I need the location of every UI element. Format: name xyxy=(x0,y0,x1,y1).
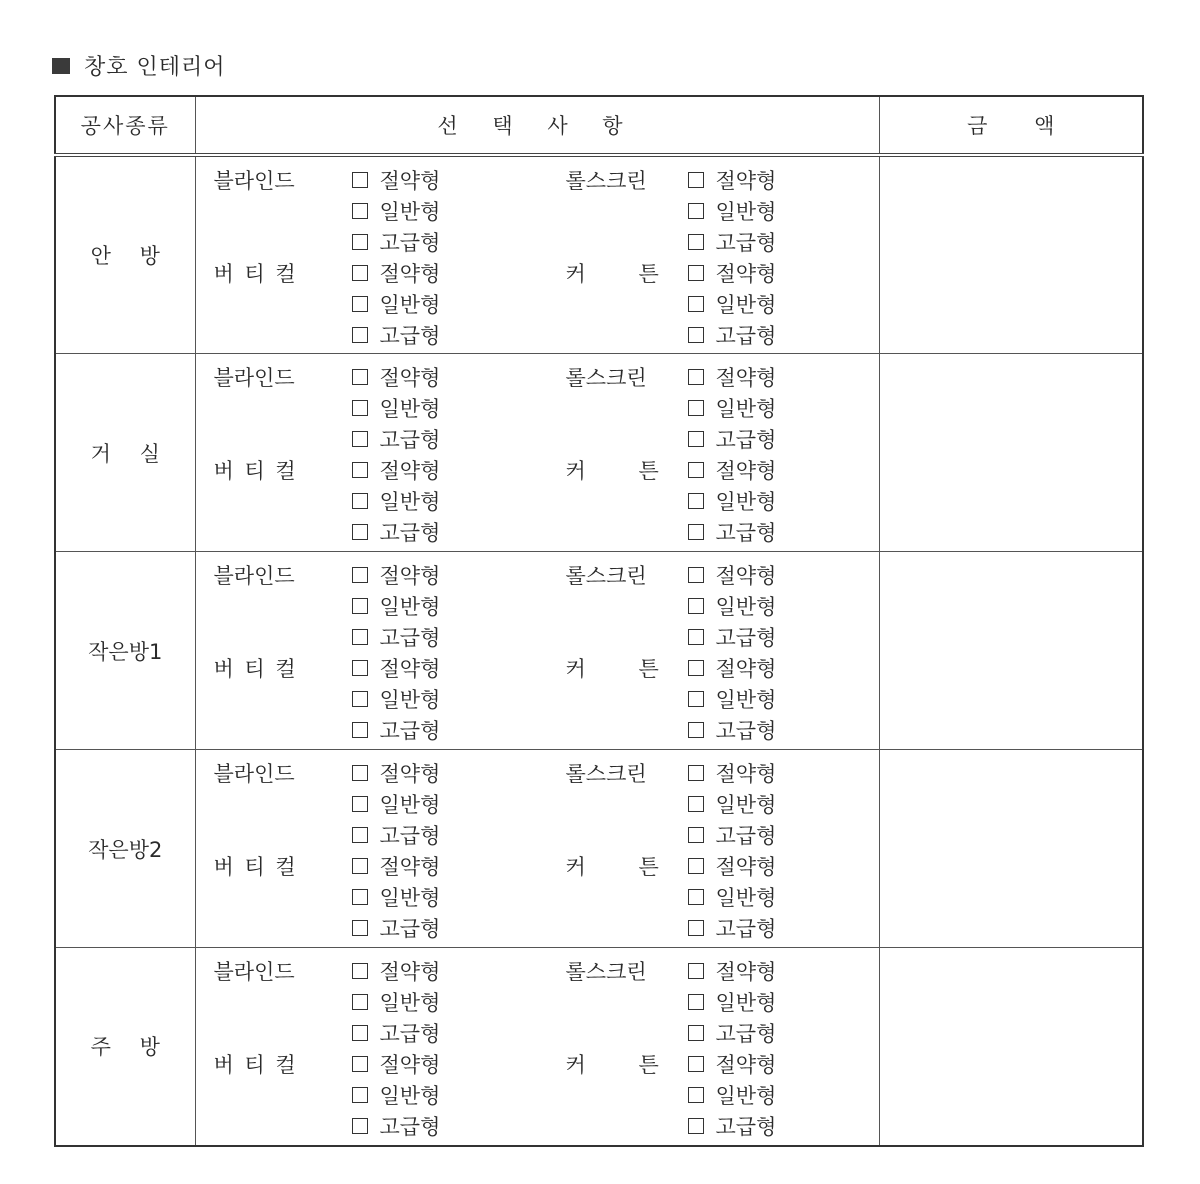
curtain-label: 커 튼 xyxy=(565,1053,659,1077)
option-label: 절약형 xyxy=(715,960,777,984)
curtain-option[interactable] xyxy=(688,851,777,881)
interior-form-table xyxy=(54,95,1144,1147)
room-name-cell xyxy=(55,750,195,948)
checkbox[interactable] xyxy=(352,598,368,614)
room-row xyxy=(55,155,1143,354)
option-label: 고급형 xyxy=(379,428,441,452)
option-label: 절약형 xyxy=(715,657,777,681)
blind-label: 블라인드 xyxy=(213,564,295,588)
checkbox[interactable] xyxy=(688,827,704,843)
option-label: 일반형 xyxy=(379,886,441,910)
vertical-option[interactable] xyxy=(352,1111,441,1141)
blind-option[interactable] xyxy=(352,362,441,392)
vertical-label: 버 티 컬 xyxy=(213,459,298,483)
option-label: 고급형 xyxy=(715,626,777,650)
checkbox[interactable] xyxy=(688,203,704,219)
checkbox[interactable] xyxy=(352,296,368,312)
room-row xyxy=(55,750,1143,948)
option-label: 일반형 xyxy=(715,688,777,712)
checkbox[interactable] xyxy=(352,203,368,219)
rollscreen-option[interactable] xyxy=(688,622,777,652)
checkbox[interactable] xyxy=(352,1025,368,1041)
option-label: 절약형 xyxy=(715,1053,777,1077)
option-label: 일반형 xyxy=(379,991,441,1015)
checkbox[interactable] xyxy=(688,994,704,1010)
option-label: 고급형 xyxy=(379,917,441,941)
checkbox[interactable] xyxy=(352,827,368,843)
curtain-option[interactable] xyxy=(688,1111,777,1141)
checkbox[interactable] xyxy=(352,963,368,979)
curtain-option[interactable] xyxy=(688,486,777,516)
header-options: 선 택 사 항 xyxy=(195,96,879,155)
curtain-option[interactable] xyxy=(688,517,777,547)
checkbox[interactable] xyxy=(352,567,368,583)
checkbox[interactable] xyxy=(688,369,704,385)
checkbox[interactable] xyxy=(352,629,368,645)
option-label: 절약형 xyxy=(379,762,441,786)
option-label: 고급형 xyxy=(715,1115,777,1139)
curtain-label: 커 튼 xyxy=(565,459,659,483)
curtain-option[interactable] xyxy=(688,289,777,319)
checkbox[interactable] xyxy=(688,1087,704,1103)
rollscreen-option[interactable] xyxy=(688,1018,777,1048)
checkbox[interactable] xyxy=(688,629,704,645)
checkbox[interactable] xyxy=(352,994,368,1010)
vertical-label: 버 티 컬 xyxy=(213,1053,298,1077)
vertical-label: 버 티 컬 xyxy=(213,855,298,879)
checkbox[interactable] xyxy=(688,598,704,614)
curtain-option[interactable] xyxy=(688,258,777,288)
checkbox[interactable] xyxy=(688,963,704,979)
room-name-cell xyxy=(55,552,195,750)
curtain-label: 커 튼 xyxy=(565,657,659,681)
option-label: 절약형 xyxy=(715,262,777,286)
option-label: 일반형 xyxy=(715,200,777,224)
option-label: 절약형 xyxy=(715,564,777,588)
curtain-option[interactable] xyxy=(688,882,777,912)
checkbox[interactable] xyxy=(352,369,368,385)
rollscreen-option[interactable] xyxy=(688,165,777,195)
rollscreen-label: 롤스크린 xyxy=(565,564,647,588)
room-name: 거 실 xyxy=(90,441,160,466)
checkbox[interactable] xyxy=(352,920,368,936)
checkbox[interactable] xyxy=(352,493,368,509)
blind-option[interactable] xyxy=(352,393,441,423)
checkbox[interactable] xyxy=(688,691,704,707)
rollscreen-option[interactable] xyxy=(688,591,777,621)
curtain-option[interactable] xyxy=(688,320,777,350)
option-label: 일반형 xyxy=(379,688,441,712)
option-label: 고급형 xyxy=(379,521,441,545)
option-label: 고급형 xyxy=(715,719,777,743)
blind-label: 블라인드 xyxy=(213,366,295,390)
blind-option[interactable] xyxy=(352,196,441,226)
checkbox[interactable] xyxy=(688,462,704,478)
checkbox[interactable] xyxy=(688,234,704,250)
option-label: 일반형 xyxy=(715,1084,777,1108)
square-bullet-icon xyxy=(52,58,70,74)
blind-label: 블라인드 xyxy=(213,960,295,984)
checkbox[interactable] xyxy=(688,400,704,416)
options-area xyxy=(196,948,879,1144)
curtain-option[interactable] xyxy=(688,715,777,745)
curtain-option[interactable] xyxy=(688,653,777,683)
vertical-option[interactable] xyxy=(352,1080,441,1110)
checkbox[interactable] xyxy=(688,1056,704,1072)
checkbox[interactable] xyxy=(688,493,704,509)
option-label: 절약형 xyxy=(379,960,441,984)
vertical-option[interactable] xyxy=(352,684,441,714)
checkbox[interactable] xyxy=(688,889,704,905)
curtain-option[interactable] xyxy=(688,455,777,485)
option-label: 일반형 xyxy=(715,293,777,317)
option-label: 고급형 xyxy=(379,1022,441,1046)
option-label: 절약형 xyxy=(715,855,777,879)
room-row xyxy=(55,354,1143,552)
blind-option[interactable] xyxy=(352,758,441,788)
vertical-option[interactable] xyxy=(352,455,441,485)
options-cell xyxy=(195,750,879,948)
curtain-option[interactable] xyxy=(688,684,777,714)
options-cell xyxy=(195,354,879,552)
option-label: 일반형 xyxy=(715,490,777,514)
rollscreen-option[interactable] xyxy=(688,227,777,257)
checkbox[interactable] xyxy=(352,660,368,676)
checkbox[interactable] xyxy=(688,796,704,812)
checkbox[interactable] xyxy=(352,1087,368,1103)
rollscreen-label: 롤스크린 xyxy=(565,366,647,390)
checkbox[interactable] xyxy=(688,431,704,447)
checkbox[interactable] xyxy=(688,296,704,312)
table-header-row xyxy=(55,96,1143,155)
vertical-option[interactable] xyxy=(352,258,441,288)
curtain-label: 커 튼 xyxy=(565,262,659,286)
rollscreen-option[interactable] xyxy=(688,424,777,454)
option-label: 고급형 xyxy=(715,824,777,848)
option-label: 일반형 xyxy=(379,490,441,514)
checkbox[interactable] xyxy=(352,524,368,540)
rollscreen-option[interactable] xyxy=(688,362,777,392)
option-label: 절약형 xyxy=(379,169,441,193)
rollscreen-option[interactable] xyxy=(688,789,777,819)
blind-label: 블라인드 xyxy=(213,169,295,193)
option-label: 고급형 xyxy=(379,324,441,348)
room-name-cell xyxy=(55,948,195,1146)
rollscreen-label: 롤스크린 xyxy=(565,169,647,193)
rollscreen-option[interactable] xyxy=(688,560,777,590)
checkbox[interactable] xyxy=(352,1118,368,1134)
option-label: 절약형 xyxy=(379,564,441,588)
checkbox[interactable] xyxy=(352,765,368,781)
amount-cell[interactable] xyxy=(879,948,1143,1146)
amount-cell[interactable] xyxy=(879,155,1143,354)
blind-option[interactable] xyxy=(352,820,441,850)
rollscreen-option[interactable] xyxy=(688,393,777,423)
option-label: 고급형 xyxy=(379,231,441,255)
option-label: 절약형 xyxy=(715,366,777,390)
option-label: 고급형 xyxy=(715,1022,777,1046)
rollscreen-option[interactable] xyxy=(688,758,777,788)
checkbox[interactable] xyxy=(688,1118,704,1134)
checkbox[interactable] xyxy=(352,1056,368,1072)
curtain-option[interactable] xyxy=(688,913,777,943)
checkbox[interactable] xyxy=(352,400,368,416)
checkbox[interactable] xyxy=(688,765,704,781)
room-name: 작은방1 xyxy=(88,639,163,664)
room-row xyxy=(55,948,1143,1146)
rollscreen-option[interactable] xyxy=(688,956,777,986)
options-area xyxy=(196,552,879,748)
checkbox[interactable] xyxy=(688,1025,704,1041)
option-label: 일반형 xyxy=(715,595,777,619)
option-label: 고급형 xyxy=(715,428,777,452)
checkbox[interactable] xyxy=(688,722,704,738)
checkbox[interactable] xyxy=(352,172,368,188)
blind-option[interactable] xyxy=(352,424,441,454)
amount-cell[interactable] xyxy=(879,552,1143,750)
options-area xyxy=(196,750,879,946)
curtain-option[interactable] xyxy=(688,1080,777,1110)
option-label: 일반형 xyxy=(379,793,441,817)
option-label: 일반형 xyxy=(715,886,777,910)
rollscreen-option[interactable] xyxy=(688,820,777,850)
header-kind: 공사종류 xyxy=(55,96,195,155)
checkbox[interactable] xyxy=(688,920,704,936)
checkbox[interactable] xyxy=(352,265,368,281)
option-label: 고급형 xyxy=(379,1115,441,1139)
checkbox[interactable] xyxy=(352,796,368,812)
option-label: 고급형 xyxy=(715,917,777,941)
blind-option[interactable] xyxy=(352,560,441,590)
option-label: 절약형 xyxy=(715,459,777,483)
blind-label: 블라인드 xyxy=(213,762,295,786)
vertical-option[interactable] xyxy=(352,913,441,943)
checkbox[interactable] xyxy=(688,567,704,583)
blind-option[interactable] xyxy=(352,1018,441,1048)
option-label: 절약형 xyxy=(379,657,441,681)
room-name: 안 방 xyxy=(90,244,160,268)
section-title-text: 창호 인테리어 xyxy=(84,55,226,80)
option-label: 일반형 xyxy=(379,200,441,224)
option-label: 절약형 xyxy=(715,169,777,193)
option-label: 절약형 xyxy=(379,262,441,286)
option-label: 고급형 xyxy=(715,521,777,545)
room-name: 주 방 xyxy=(90,1035,160,1060)
room-name: 작은방2 xyxy=(88,837,163,862)
checkbox[interactable] xyxy=(688,660,704,676)
option-label: 고급형 xyxy=(379,719,441,743)
vertical-option[interactable] xyxy=(352,320,441,350)
options-area xyxy=(196,157,879,353)
vertical-option[interactable] xyxy=(352,486,441,516)
rollscreen-label: 롤스크린 xyxy=(565,960,647,984)
checkbox[interactable] xyxy=(688,524,704,540)
checkbox[interactable] xyxy=(352,691,368,707)
curtain-option[interactable] xyxy=(688,1049,777,1079)
option-label: 고급형 xyxy=(715,324,777,348)
vertical-option[interactable] xyxy=(352,882,441,912)
checkbox[interactable] xyxy=(352,234,368,250)
amount-cell[interactable] xyxy=(879,750,1143,948)
option-label: 절약형 xyxy=(379,855,441,879)
options-area xyxy=(196,354,879,550)
options-cell xyxy=(195,155,879,354)
room-name-cell xyxy=(55,354,195,552)
option-label: 일반형 xyxy=(379,595,441,619)
vertical-option[interactable] xyxy=(352,715,441,745)
checkbox[interactable] xyxy=(352,722,368,738)
checkbox[interactable] xyxy=(688,858,704,874)
checkbox[interactable] xyxy=(352,889,368,905)
option-label: 일반형 xyxy=(715,793,777,817)
room-row xyxy=(55,552,1143,750)
blind-option[interactable] xyxy=(352,956,441,986)
vertical-option[interactable] xyxy=(352,289,441,319)
blind-option[interactable] xyxy=(352,789,441,819)
rollscreen-option[interactable] xyxy=(688,196,777,226)
blind-option[interactable] xyxy=(352,591,441,621)
rollscreen-label: 롤스크린 xyxy=(565,762,647,786)
option-label: 절약형 xyxy=(715,762,777,786)
curtain-label: 커 튼 xyxy=(565,855,659,879)
options-cell xyxy=(195,552,879,750)
option-label: 일반형 xyxy=(715,397,777,421)
checkbox[interactable] xyxy=(688,172,704,188)
vertical-label: 버 티 컬 xyxy=(213,657,298,681)
option-label: 절약형 xyxy=(379,1053,441,1077)
checkbox[interactable] xyxy=(688,327,704,343)
rollscreen-option[interactable] xyxy=(688,987,777,1017)
vertical-option[interactable] xyxy=(352,1049,441,1079)
blind-option[interactable] xyxy=(352,622,441,652)
checkbox[interactable] xyxy=(352,327,368,343)
header-amount: 금 액 xyxy=(879,96,1143,155)
option-label: 절약형 xyxy=(379,459,441,483)
vertical-option[interactable] xyxy=(352,517,441,547)
room-name-cell xyxy=(55,155,195,354)
checkbox[interactable] xyxy=(688,265,704,281)
blind-option[interactable] xyxy=(352,227,441,257)
option-label: 절약형 xyxy=(379,366,441,390)
option-label: 일반형 xyxy=(715,991,777,1015)
option-label: 일반형 xyxy=(379,1084,441,1108)
vertical-label: 버 티 컬 xyxy=(213,262,298,286)
checkbox[interactable] xyxy=(352,462,368,478)
section-title xyxy=(52,50,226,81)
blind-option[interactable] xyxy=(352,165,441,195)
checkbox[interactable] xyxy=(352,858,368,874)
option-label: 고급형 xyxy=(715,231,777,255)
option-label: 일반형 xyxy=(379,293,441,317)
option-label: 고급형 xyxy=(379,824,441,848)
option-label: 고급형 xyxy=(379,626,441,650)
blind-option[interactable] xyxy=(352,987,441,1017)
vertical-option[interactable] xyxy=(352,653,441,683)
option-label: 일반형 xyxy=(379,397,441,421)
checkbox[interactable] xyxy=(352,431,368,447)
vertical-option[interactable] xyxy=(352,851,441,881)
amount-cell[interactable] xyxy=(879,354,1143,552)
options-cell xyxy=(195,948,879,1146)
